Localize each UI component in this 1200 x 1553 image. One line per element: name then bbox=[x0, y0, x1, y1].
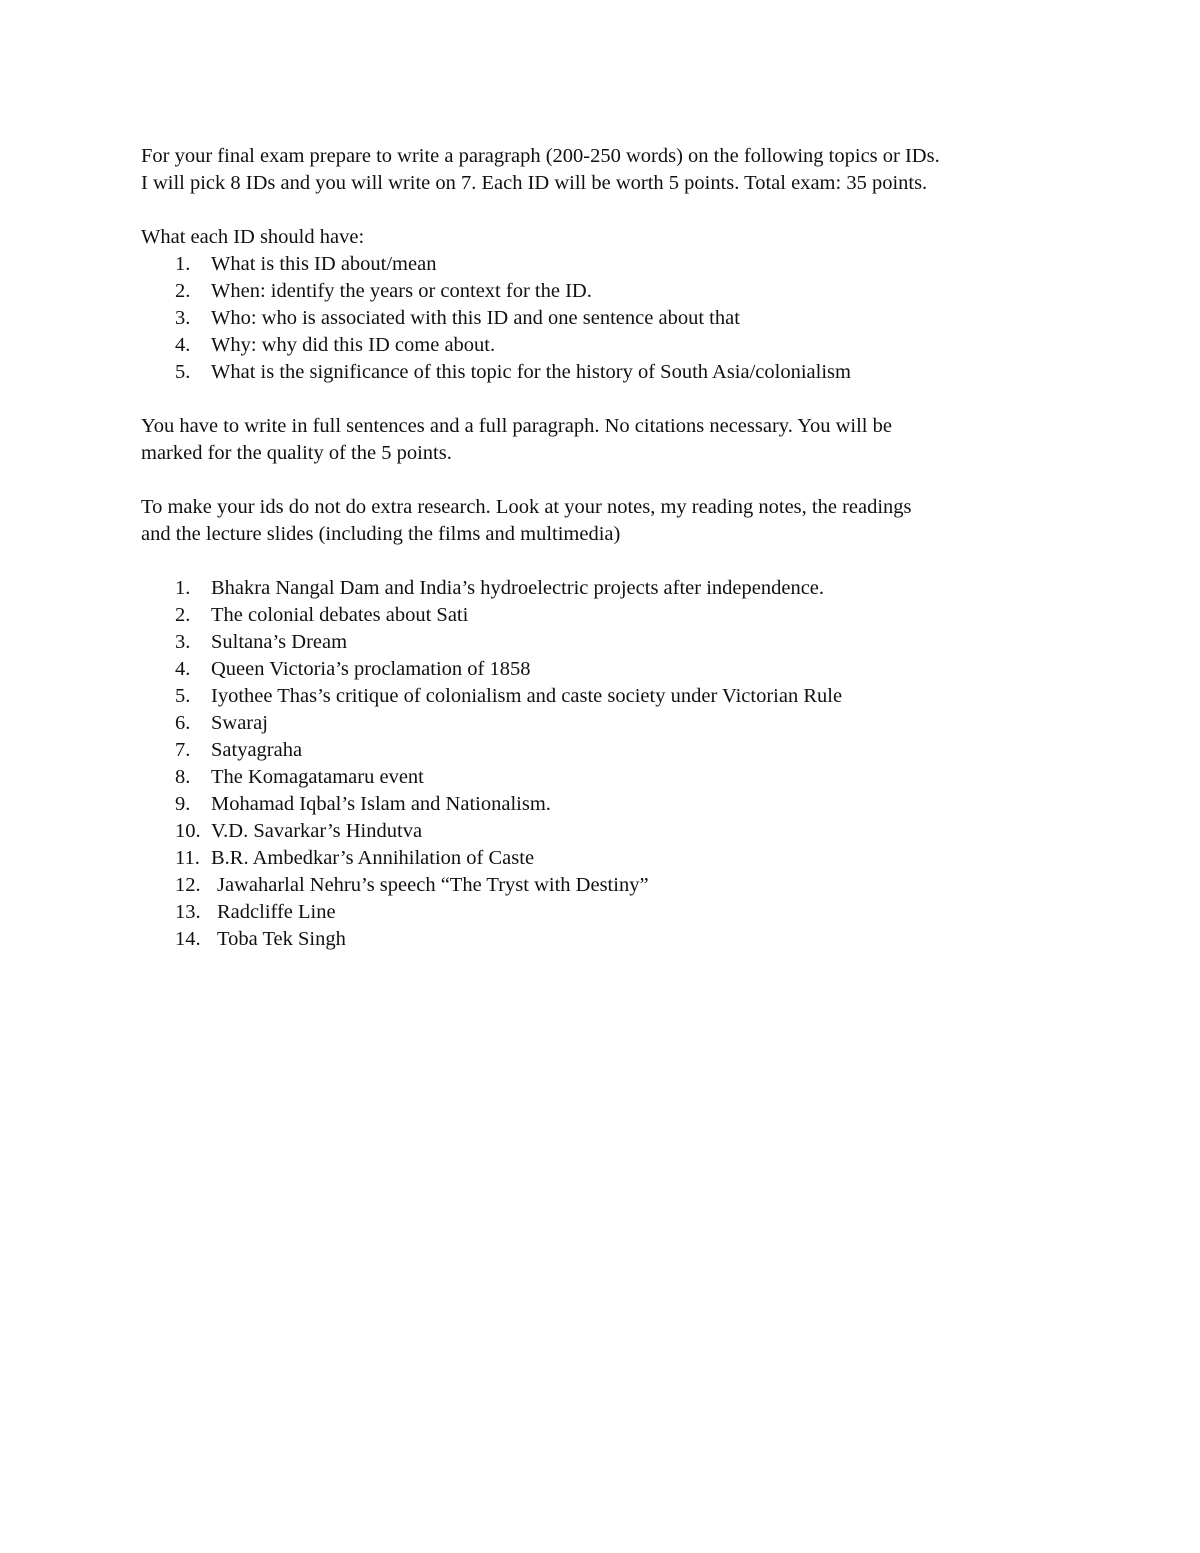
criteria-item-number: 5. bbox=[175, 361, 191, 383]
topic-item bbox=[141, 872, 1061, 899]
topic-text: Queen Victoria’s proclamation of 1858 bbox=[211, 658, 531, 680]
intro-line-1: For your final exam prepare to write a paragraph (200-250 words) on the following topics or IDs. bbox=[141, 145, 940, 167]
topic-number: 8. bbox=[175, 766, 191, 788]
criteria-list bbox=[141, 251, 1061, 386]
spacer bbox=[141, 548, 1061, 575]
topic-text: Bhakra Nangal Dam and India’s hydroelectric projects after independence. bbox=[211, 577, 825, 599]
topic-text: Sultana’s Dream bbox=[211, 631, 348, 653]
topic-item bbox=[141, 710, 1061, 737]
topic-text: V.D. Savarkar’s Hindutva bbox=[211, 820, 423, 842]
topic-item bbox=[141, 845, 1061, 872]
criteria-item-text: What is the significance of this topic for the history of South Asia/colonialism bbox=[211, 361, 851, 383]
topic-number: 14. bbox=[175, 928, 201, 950]
criteria-item-text: Who: who is associated with this ID and one sentence about that bbox=[211, 307, 740, 329]
criteria-item-number: 3. bbox=[175, 307, 191, 329]
topic-number: 3. bbox=[175, 631, 191, 653]
topic-text: The colonial debates about Sati bbox=[211, 604, 469, 626]
topic-number: 6. bbox=[175, 712, 191, 734]
criteria-item bbox=[141, 332, 1061, 359]
topic-text: Jawaharlal Nehru’s speech “The Tryst with Destiny” bbox=[217, 874, 649, 896]
criteria-item-number: 2. bbox=[175, 280, 191, 302]
spacer bbox=[141, 197, 1061, 224]
topic-text: Radcliffe Line bbox=[217, 901, 336, 923]
instructions-line-1: You have to write in full sentences and a full paragraph. No citations necessary. You will be bbox=[141, 415, 892, 437]
topic-item bbox=[141, 737, 1061, 764]
criteria-item-text: When: identify the years or context for the ID. bbox=[211, 280, 592, 302]
topic-item bbox=[141, 629, 1061, 656]
document-page bbox=[141, 143, 1061, 953]
criteria-item bbox=[141, 359, 1061, 386]
topic-number: 4. bbox=[175, 658, 191, 680]
topic-item bbox=[141, 818, 1061, 845]
criteria-item-text: Why: why did this ID come about. bbox=[211, 334, 496, 356]
instructions-line-2: marked for the quality of the 5 points. bbox=[141, 442, 452, 464]
topic-number: 13. bbox=[175, 901, 201, 923]
topic-item bbox=[141, 575, 1061, 602]
topic-text: Iyothee Thas’s critique of colonialism and caste society under Victorian Rule bbox=[211, 685, 843, 707]
topic-number: 1. bbox=[175, 577, 191, 599]
topic-item bbox=[141, 656, 1061, 683]
topic-text: The Komagatamaru event bbox=[211, 766, 424, 788]
topic-item bbox=[141, 791, 1061, 818]
criteria-item bbox=[141, 278, 1061, 305]
topic-number: 7. bbox=[175, 739, 191, 761]
topic-item bbox=[141, 683, 1061, 710]
research-line-1: To make your ids do not do extra research. Look at your notes, my reading notes, the readings bbox=[141, 496, 912, 518]
topic-number: 5. bbox=[175, 685, 191, 707]
topic-number: 10. bbox=[175, 820, 201, 842]
criteria-item-text: What is this ID about/mean bbox=[211, 253, 437, 275]
spacer bbox=[141, 386, 1061, 413]
topic-text: Satyagraha bbox=[211, 739, 303, 761]
topic-number: 11. bbox=[175, 847, 200, 869]
criteria-item bbox=[141, 251, 1061, 278]
topic-text: B.R. Ambedkar’s Annihilation of Caste bbox=[211, 847, 535, 869]
topic-number: 9. bbox=[175, 793, 191, 815]
topic-list bbox=[141, 575, 1061, 953]
topic-text: Swaraj bbox=[211, 712, 268, 734]
research-line-2: and the lecture slides (including the films and multimedia) bbox=[141, 523, 621, 545]
criteria-item-number: 4. bbox=[175, 334, 191, 356]
criteria-heading: What each ID should have: bbox=[141, 226, 365, 248]
topic-number: 2. bbox=[175, 604, 191, 626]
criteria-item bbox=[141, 305, 1061, 332]
intro-line-2: I will pick 8 IDs and you will write on 7. Each ID will be worth 5 points. Total exam: 35 points. bbox=[141, 172, 928, 194]
spacer bbox=[141, 467, 1061, 494]
topic-item bbox=[141, 926, 1061, 953]
criteria-item-number: 1. bbox=[175, 253, 191, 275]
topic-number: 12. bbox=[175, 874, 201, 896]
topic-text: Mohamad Iqbal’s Islam and Nationalism. bbox=[211, 793, 551, 815]
topic-item bbox=[141, 602, 1061, 629]
topic-item bbox=[141, 899, 1061, 926]
topic-text: Toba Tek Singh bbox=[217, 928, 346, 950]
topic-item bbox=[141, 764, 1061, 791]
